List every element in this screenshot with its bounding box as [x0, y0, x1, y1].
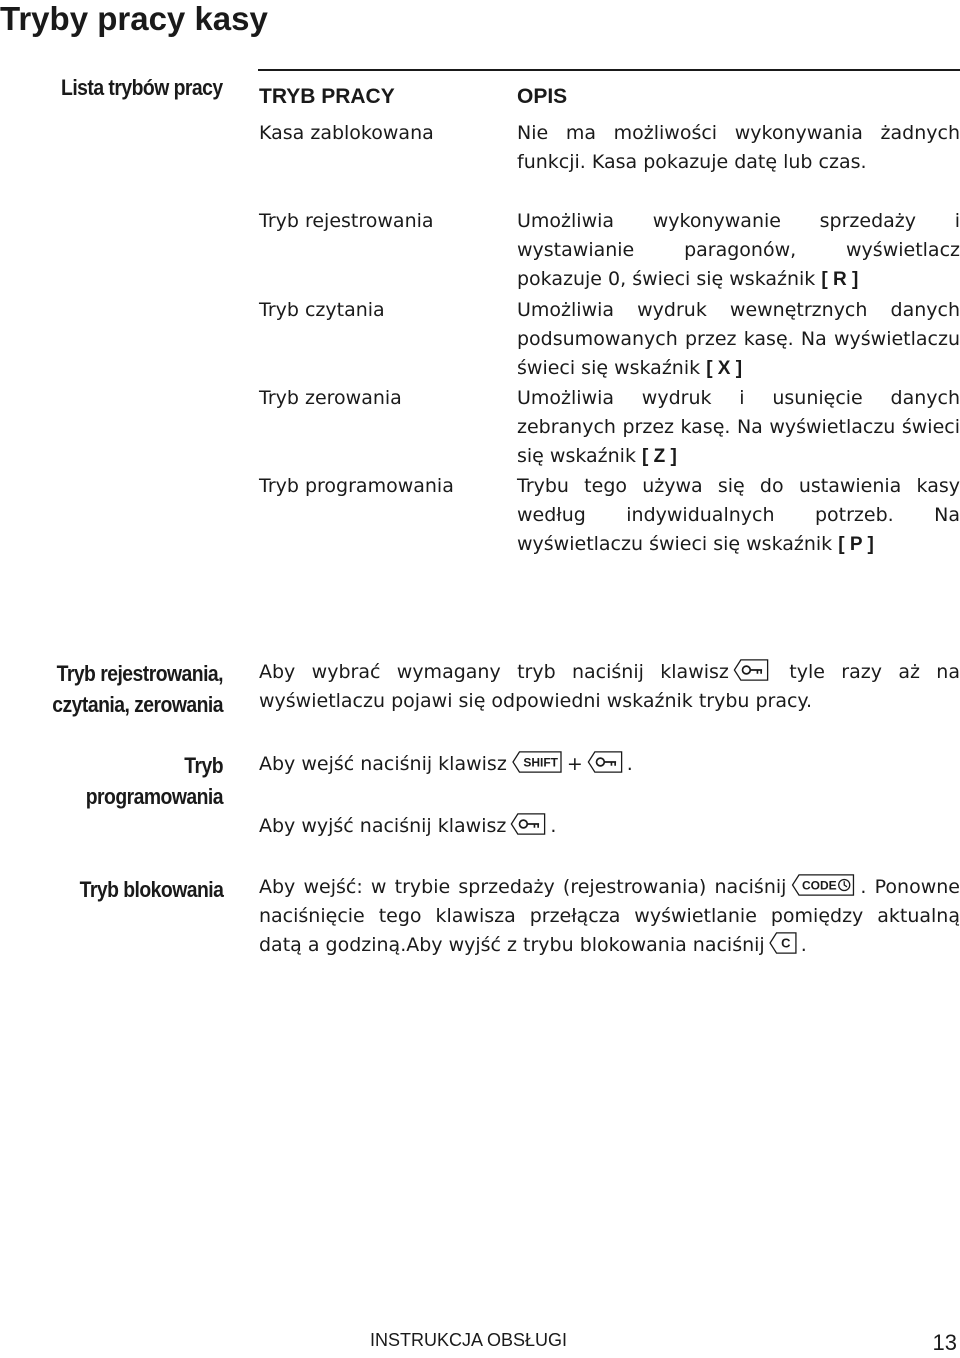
- paragraph-text: Aby wybrać wymagany tryb naciśnij klawisz: [259, 661, 729, 683]
- section-text-block: [259, 873, 960, 960]
- section-text-prog-exit: [259, 812, 960, 841]
- mode-description: [517, 384, 960, 471]
- section-label-line: Tryb rejestrowania,: [56, 661, 223, 686]
- section-label-line: czytania, zerowania: [52, 692, 223, 717]
- key-icon: [585, 750, 625, 774]
- mode-name: Tryb zerowania: [259, 387, 402, 409]
- paragraph-text: Aby wejść naciśnij klawisz: [259, 753, 507, 775]
- mode-indicator: [ X ]: [706, 358, 743, 379]
- mode-description: [517, 119, 960, 177]
- clear-key-icon: [767, 931, 799, 955]
- code-key-label: CODE: [802, 878, 838, 893]
- paragraph-text: . Ponowne naciśnięcie tego klawisza przełącza wyświetlanie pomiędzy aktualną datą a godziną.Aby wyjść z trybu blokowania naciśnij: [259, 876, 960, 956]
- list-section-label: Lista trybów pracy: [61, 75, 223, 100]
- plus-sign: +: [566, 753, 583, 775]
- description-text: Trybu tego używa się do ustawienia kasy według indywidualnych potrzeb. Na wyświetlaczu świeci się wskaźnik: [517, 475, 960, 555]
- mode-indicator: [ R ]: [821, 269, 859, 290]
- punctuation: .: [626, 753, 633, 775]
- description-text: Umożliwia wykonywanie sprzedaży i wystawianie paragonów, wyświetlacz pokazuje 0, świeci się wskaźnik: [517, 210, 960, 290]
- description-text: Umożliwia wydruk i usunięcie danych zebranych przez kasę. Na wyświetlaczu świeci się wskaźnik: [517, 387, 960, 467]
- section-text-rcz: [259, 658, 960, 716]
- punctuation: .: [800, 934, 807, 956]
- paragraph-text: tyle razy aż na wyświetlaczu pojawi się odpowiedni wskaźnik trybu pracy.: [259, 661, 960, 712]
- mode-description: [517, 207, 960, 294]
- paragraph-text: Aby wejść: w trybie sprzedaży (rejestrowania) naciśnij: [259, 876, 787, 898]
- section-label-block: Tryb blokowania: [79, 877, 223, 902]
- section-label-rcz: [52, 658, 223, 720]
- page-number: 13: [932, 1330, 957, 1355]
- mode-name: Kasa zablokowana: [259, 122, 434, 144]
- clear-key-label: C: [780, 935, 791, 951]
- paragraph-text: Aby wyjść naciśnij klawisz: [259, 815, 507, 837]
- mode-name: Tryb rejestrowania: [259, 210, 434, 232]
- key-icon: [731, 658, 771, 682]
- page-title: Tryby pracy kasy: [0, 0, 268, 37]
- mode-indicator: [ Z ]: [642, 446, 677, 467]
- table-header-mode: TRYB PRACY: [259, 85, 395, 108]
- mode-description: [517, 472, 960, 559]
- description-text: Umożliwia wydruk wewnętrznych danych podsumowanych przez kasę. Na wyświetlaczu świeci się wskaźnik: [517, 299, 960, 379]
- mode-name: Tryb czytania: [259, 299, 385, 321]
- section-label-line: programowania: [85, 784, 223, 809]
- description-text: Nie ma możliwości wykonywania żadnych funkcji. Kasa pokazuje datę lub czas.: [517, 122, 960, 173]
- table-header-desc: OPIS: [517, 85, 568, 108]
- shift-key-icon: [509, 750, 565, 774]
- code-key-icon: [788, 873, 858, 897]
- section-label-line: Tryb: [184, 753, 223, 778]
- mode-description: [517, 296, 960, 383]
- key-icon: [508, 812, 548, 836]
- table-top-rule: [258, 69, 960, 71]
- punctuation: .: [550, 815, 557, 837]
- footer-label: INSTRUKCJA OBSŁUGI: [370, 1330, 568, 1350]
- mode-name: Tryb programowania: [259, 475, 454, 497]
- shift-key-label: SHIFT: [523, 755, 558, 770]
- mode-indicator: [ P ]: [838, 534, 874, 555]
- section-text-prog-enter: [259, 750, 960, 779]
- section-label-prog: [86, 750, 223, 812]
